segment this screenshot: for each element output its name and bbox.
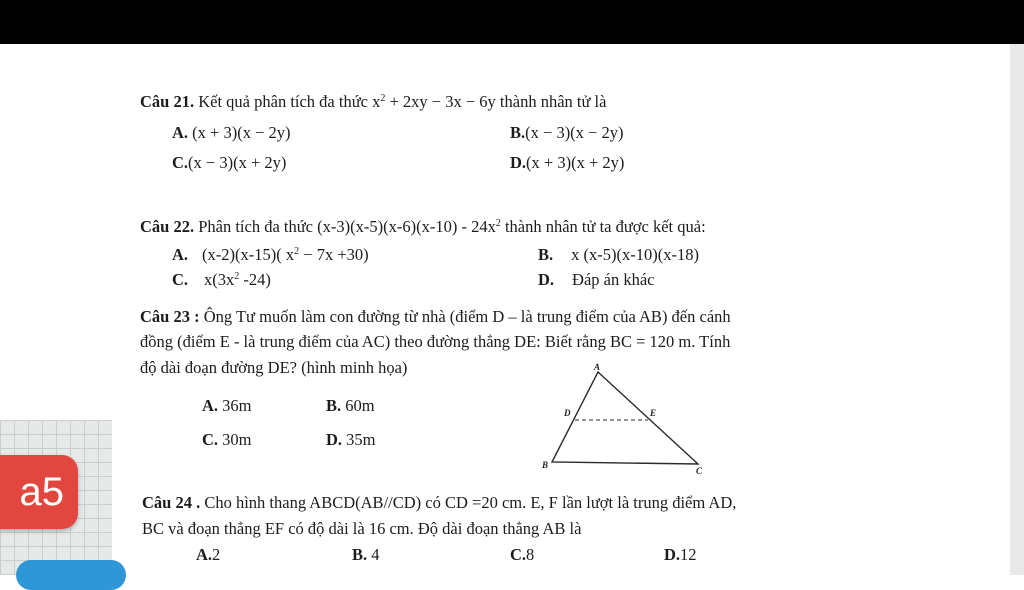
q22-option-d-text: Đáp án khác bbox=[572, 270, 655, 289]
q21-option-c-text: (x − 3)(x + 2y) bbox=[188, 153, 287, 172]
q23-option-d[interactable] bbox=[326, 430, 376, 450]
q21-option-c[interactable] bbox=[172, 153, 286, 173]
top-black-bar bbox=[0, 0, 1024, 44]
q23-label: Câu 23 : bbox=[140, 307, 200, 326]
q21-option-d[interactable] bbox=[510, 153, 624, 173]
q21-option-d-letter: D. bbox=[510, 153, 527, 172]
q23-line-1-text: Ông Tư muốn làm con đường từ nhà (điểm D – là trung điểm của AB) đến cánh bbox=[199, 307, 731, 326]
q22-option-a-text-post: − 7x +30) bbox=[299, 245, 369, 264]
q21-option-a-letter: A. bbox=[172, 123, 189, 142]
q24-option-d-letter: D. bbox=[664, 545, 681, 564]
q21-label: Câu 21. bbox=[140, 92, 195, 111]
q24-option-c-text: 8 bbox=[526, 545, 535, 564]
q22-expr-pre: (x-3)(x-5)(x-6)(x-10) - 24x bbox=[317, 217, 496, 236]
q24-option-b-text: 4 bbox=[367, 545, 380, 564]
q21-expr-post: + 2xy − 3x − 6y bbox=[385, 92, 496, 111]
q23-option-b[interactable] bbox=[326, 396, 375, 416]
q22-option-a-letter: A. bbox=[172, 245, 189, 264]
q21-stem bbox=[140, 92, 606, 112]
q22-stem bbox=[140, 217, 706, 237]
q24-option-a[interactable] bbox=[196, 545, 220, 565]
q23-line-3: độ dài đoạn đường DE? (hình minh họa) bbox=[140, 358, 408, 377]
q24-option-b-letter: B. bbox=[352, 545, 368, 564]
q21-expr bbox=[372, 92, 496, 111]
q22-option-b[interactable] bbox=[538, 245, 699, 265]
q23-option-c-text: 30m bbox=[218, 430, 252, 449]
q23-option-a[interactable] bbox=[202, 396, 252, 416]
q21-text-a: Kết quả phân tích đa thức bbox=[194, 92, 373, 111]
q21-option-b[interactable] bbox=[510, 123, 623, 143]
q24-option-b[interactable] bbox=[352, 545, 380, 565]
q24-option-a-text: 2 bbox=[212, 545, 221, 564]
app-icon-badge[interactable] bbox=[0, 455, 78, 529]
q23-option-d-letter: D. bbox=[326, 430, 343, 449]
q21-text-b: thành nhân tử là bbox=[495, 92, 607, 111]
q24-line-1-text: Cho hình thang ABCD(AB//CD) có CD =20 cm. E, F lần lượt là trung điểm AD, bbox=[200, 493, 737, 512]
blue-button-partial[interactable] bbox=[16, 560, 126, 590]
q21-expr-pre: x bbox=[372, 92, 381, 111]
triangle-figure bbox=[530, 360, 720, 480]
q24-line-1 bbox=[142, 493, 736, 513]
label-d: D bbox=[564, 408, 571, 418]
q22-option-c-text-post: -24) bbox=[239, 270, 271, 289]
q24-line-2: BC và đoạn thẳng EF có độ dài là 16 cm. Độ dài đoạn thẳng AB là bbox=[142, 519, 582, 538]
q22-option-c[interactable] bbox=[172, 270, 271, 290]
q22-option-b-letter: B. bbox=[538, 245, 554, 264]
q24-option-d[interactable] bbox=[664, 545, 697, 565]
q23-line-2: đồng (điểm E - là trung điểm của AC) theo đường thẳng DE: Biết rằng BC = 120 m. Tính bbox=[140, 332, 731, 351]
q22-option-c-letter: C. bbox=[172, 270, 189, 289]
q23-option-a-letter: A. bbox=[202, 396, 219, 415]
q24-option-d-text: 12 bbox=[680, 545, 697, 564]
q22-option-b-text: x (x-5)(x-10)(x-18) bbox=[571, 245, 699, 264]
q22-expr-sup: 2 bbox=[495, 218, 501, 229]
triangle-abc bbox=[552, 372, 698, 464]
q22-option-c-text-pre: x(3x bbox=[204, 270, 235, 289]
label-b: B bbox=[542, 460, 549, 470]
q23-option-d-text: 35m bbox=[342, 430, 376, 449]
label-c: C bbox=[696, 466, 703, 476]
q22-label: Câu 22. bbox=[140, 217, 195, 236]
q22-option-d[interactable] bbox=[538, 270, 655, 290]
q24-label: Câu 24 . bbox=[142, 493, 201, 512]
q22-text-b: thành nhân tử ta được kết quả: bbox=[500, 217, 706, 236]
q22-option-d-letter: D. bbox=[538, 270, 555, 289]
q21-option-c-letter: C. bbox=[172, 153, 189, 172]
q21-option-a[interactable] bbox=[172, 123, 291, 143]
q22-option-c-sup: 2 bbox=[234, 271, 240, 282]
q24-option-c-letter: C. bbox=[510, 545, 527, 564]
q22-text-a: Phân tích đa thức bbox=[194, 217, 318, 236]
q21-expr-sup: 2 bbox=[380, 93, 386, 104]
q22-option-a-text-pre: (x-2)(x-15)( x bbox=[202, 245, 295, 264]
q21-option-d-text: (x + 3)(x + 2y) bbox=[526, 153, 625, 172]
q23-option-a-text: 36m bbox=[218, 396, 252, 415]
q23-option-c[interactable] bbox=[202, 430, 252, 450]
q23-line-1 bbox=[140, 307, 731, 327]
right-edge-strip bbox=[1010, 44, 1024, 575]
label-e: E bbox=[650, 408, 657, 418]
q22-option-a-sup: 2 bbox=[294, 246, 300, 257]
badge-text: a5 bbox=[19, 470, 64, 514]
q23-option-b-text: 60m bbox=[341, 396, 375, 415]
label-a: A bbox=[594, 362, 601, 372]
q23-option-b-letter: B. bbox=[326, 396, 342, 415]
q21-option-a-text: (x + 3)(x − 2y) bbox=[188, 123, 291, 142]
q21-option-b-text: (x − 3)(x − 2y) bbox=[525, 123, 624, 142]
q22-option-a[interactable] bbox=[172, 245, 369, 265]
q21-option-b-letter: B. bbox=[510, 123, 526, 142]
q23-option-c-letter: C. bbox=[202, 430, 219, 449]
q24-option-a-letter: A. bbox=[196, 545, 213, 564]
q24-option-c[interactable] bbox=[510, 545, 534, 565]
